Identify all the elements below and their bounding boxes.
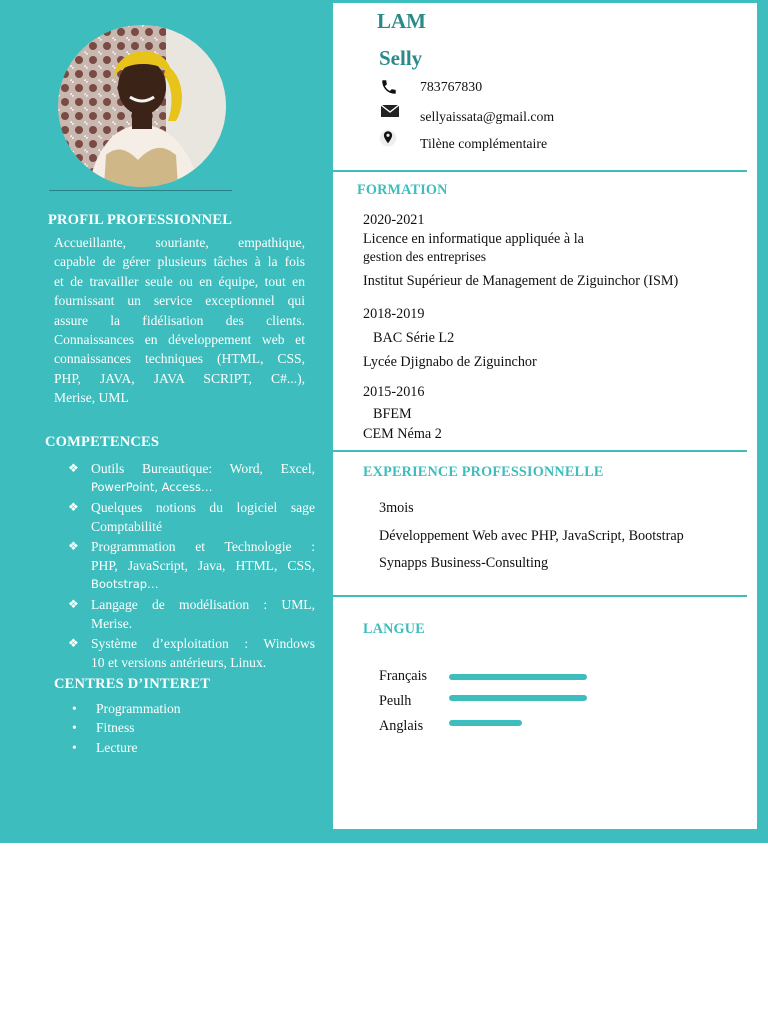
- address: Tilène complémentaire: [420, 136, 548, 151]
- email-address: sellyaissata@gmail.com: [420, 109, 555, 124]
- profile-line: PHP, JAVA, JAVA SCRIPT, C#...),: [54, 370, 305, 386]
- skill-item: [66, 498, 315, 537]
- formation-degree: BFEM: [373, 406, 412, 422]
- language-name: Anglais: [379, 718, 424, 734]
- language-level-bar: [449, 720, 522, 726]
- profile-heading: PROFIL PROFESSIONNEL: [48, 212, 233, 228]
- mail-icon: [381, 102, 399, 120]
- profile-line: Accueillante, souriante, empathique,: [54, 235, 305, 250]
- formation-years: 2020-2021: [363, 212, 425, 228]
- formation-years: 2018-2019: [363, 306, 425, 322]
- interests-list: [72, 699, 181, 757]
- diamond-bullet-icon: ❖: [68, 499, 79, 514]
- language-level-bar: [449, 674, 587, 680]
- formation-degree: Licence en informatique appliquée à la: [363, 231, 584, 247]
- profile-line: Connaissances en développement web et: [54, 332, 305, 348]
- language-name: Français: [379, 668, 428, 684]
- diamond-bullet-icon: ❖: [68, 635, 79, 650]
- section-divider: [333, 170, 747, 172]
- profile-text: [54, 233, 305, 408]
- profile-line: Merise, UML: [54, 390, 129, 406]
- phone-icon: [380, 78, 398, 96]
- skill-line: Comptabilité: [91, 519, 162, 535]
- section-divider: [333, 595, 747, 597]
- formation-school: CEM Néma 2: [363, 426, 442, 442]
- experience-company: Synapps Business-Consulting: [379, 555, 549, 571]
- interest-item: • Lecture: [72, 738, 181, 757]
- phone-number: 783767830: [420, 79, 483, 94]
- interests-heading: CENTRES D’INTERET: [54, 676, 211, 692]
- formation-heading: FORMATION: [357, 182, 448, 198]
- formation-years: 2015-2016: [363, 384, 425, 400]
- location-pin-icon: [379, 129, 397, 147]
- skills-list: [66, 459, 315, 672]
- profile-line: connaissances techniques (HTML, CSS,: [54, 351, 305, 367]
- skill-line: PHP, JavaScript, Java, HTML, CSS,: [91, 558, 315, 574]
- profile-line: fournissant un service exceptionnel qui: [54, 293, 305, 309]
- language-level-bar: [449, 695, 587, 701]
- skill-line: Système d’exploitation : Windows: [91, 635, 315, 651]
- languages-heading: LANGUE: [363, 621, 425, 637]
- formation-school: Lycée Djignabo de Ziguinchor: [363, 354, 537, 370]
- experience-heading: EXPERIENCE PROFESSIONNELLE: [363, 464, 604, 480]
- interest-item: • Programmation: [72, 699, 181, 718]
- profile-photo: [58, 25, 226, 187]
- experience-duration: 3mois: [379, 500, 414, 516]
- interest-item: • Fitness: [72, 718, 181, 737]
- experience-title: Développement Web avec PHP, JavaScript, Bootstrap: [379, 528, 684, 544]
- profile-line: assure la fidélisation des clients.: [54, 312, 305, 328]
- diamond-bullet-icon: ❖: [68, 461, 79, 475]
- last-name: LAM: [377, 9, 426, 33]
- diamond-bullet-icon: ❖: [68, 538, 79, 553]
- profile-line: et de travailler seule ou en équipe, tout en: [54, 273, 305, 289]
- skill-item: [66, 459, 315, 498]
- skill-line: PowerPoint, Access…: [91, 480, 213, 495]
- skill-item: [66, 595, 315, 634]
- skill-line: Outils Bureautique: Word, Excel,: [91, 461, 315, 476]
- diamond-bullet-icon: ❖: [68, 596, 79, 611]
- formation-degree: BAC Série L2: [373, 330, 455, 346]
- first-name: Selly: [379, 46, 423, 70]
- section-divider: [333, 450, 747, 452]
- skill-item: [66, 634, 315, 673]
- skill-item: [66, 537, 315, 595]
- formation-degree: gestion des entreprises: [363, 249, 487, 264]
- language-name: Peulh: [379, 693, 412, 709]
- formation-school: Institut Supérieur de Management de Ziguinchor (ISM): [363, 273, 679, 289]
- skill-line: Programmation et Technologie :: [91, 538, 315, 554]
- skill-line: Bootstrap…: [91, 577, 159, 592]
- skill-line: Langage de modélisation : UML,: [91, 596, 315, 612]
- skill-line: 10 et versions antérieurs, Linux.: [91, 655, 267, 671]
- profile-line: capable de gérer plusieurs tâches à la fois: [54, 254, 305, 270]
- skills-heading: COMPETENCES: [45, 434, 160, 450]
- photo-divider: [49, 190, 232, 191]
- skill-line: Merise.: [91, 616, 133, 632]
- skill-line: Quelques notions du logiciel sage: [91, 499, 315, 515]
